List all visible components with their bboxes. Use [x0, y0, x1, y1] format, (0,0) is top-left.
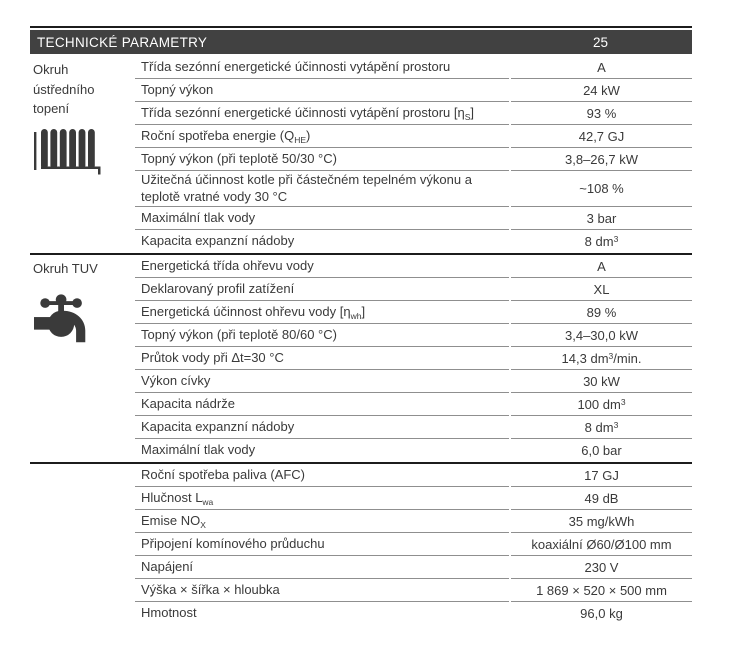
param-label: Energetická třída ohřevu vody	[135, 255, 509, 278]
table-row	[135, 278, 692, 301]
table-row	[135, 533, 692, 556]
param-value: 3 bar	[511, 207, 692, 230]
param-value: 96,0 kg	[580, 606, 623, 621]
param-value: 24 kW	[511, 79, 692, 102]
param-value: 30 kW	[511, 370, 692, 393]
table-row	[135, 602, 692, 625]
param-label: Maximální tlak vody	[135, 207, 509, 230]
param-label: Třída sezónní energetické účinnosti vytápění prostoru $[\eta_S]$	[135, 102, 509, 125]
table-row	[135, 324, 692, 347]
param-label: Kapacita expanzní nádoby	[135, 416, 509, 439]
param-label: Topný výkon	[135, 79, 509, 102]
table-row	[135, 510, 692, 533]
param-value: 42,7 GJ	[511, 125, 692, 148]
table-row	[135, 255, 692, 278]
param-value: 3,4–30,0 kW	[511, 324, 692, 347]
param-label: Kapacita expanzní nádoby	[141, 233, 295, 249]
param-label: Roční spotřeba energie $(Q_{HE})$	[135, 125, 509, 148]
table-row	[135, 230, 692, 253]
param-value: XL	[511, 278, 692, 301]
param-value: koaxiální Ø60/Ø100 mm	[511, 533, 692, 556]
table-row	[135, 171, 692, 207]
param-label: Emise $NO_X$	[135, 510, 509, 533]
param-value: 35 mg/kWh	[511, 510, 692, 533]
param-value: ~108 %	[511, 171, 692, 207]
param-label: Napájení	[135, 556, 509, 579]
table-header-bar	[30, 30, 692, 54]
radiator-icon	[34, 129, 104, 175]
table-row	[135, 102, 692, 125]
param-label: Deklarovaný profil zatížení	[135, 278, 509, 301]
param-label: Připojení komínového průduchu	[135, 533, 509, 556]
param-label: Průtok vody při Δt=30 °C	[135, 347, 509, 370]
param-label: Roční spotřeba paliva (AFC)	[135, 464, 509, 487]
table-row	[135, 464, 692, 487]
param-value: 100 $dm^3$	[511, 393, 692, 416]
table-row	[135, 125, 692, 148]
table-sections	[30, 56, 692, 625]
section-label-column	[30, 255, 135, 462]
param-label: Výkon cívky	[135, 370, 509, 393]
param-value: 230 V	[511, 556, 692, 579]
param-value: A	[511, 255, 692, 278]
section	[30, 56, 692, 255]
table-row	[135, 79, 692, 102]
table-row	[135, 579, 692, 602]
table-row	[135, 439, 692, 462]
param-value: 1 869 × 520 × 500 mm	[511, 579, 692, 602]
param-label: Výška × šířka × hloubka	[135, 579, 509, 602]
section-rows	[135, 255, 692, 462]
section-rows	[135, 464, 692, 625]
param-value: 93 %	[511, 102, 692, 125]
section-label: Okruh ústředního topení	[33, 62, 95, 116]
param-label: Hmotnost	[141, 605, 197, 621]
param-label: Kapacita nádrže	[135, 393, 509, 416]
section	[30, 255, 692, 464]
param-label: Topný výkon (při teplotě 50/30 °C)	[135, 148, 509, 171]
param-value: 6,0 bar	[581, 443, 622, 458]
section-label: Okruh TUV	[33, 261, 98, 276]
table-row	[135, 487, 692, 510]
param-value: 3,8–26,7 kW	[511, 148, 692, 171]
technical-parameters-table	[30, 26, 692, 625]
param-label: Maximální tlak vody	[141, 442, 256, 458]
table-row	[135, 556, 692, 579]
param-value: 89 %	[511, 301, 692, 324]
table-row	[135, 347, 692, 370]
table-row	[135, 393, 692, 416]
faucet-icon	[34, 293, 94, 345]
param-value: 17 GJ	[511, 464, 692, 487]
table-title: TECHNICKÉ PARAMETRY	[37, 34, 208, 50]
param-label: Třída sezónní energetické účinnosti vytápění prostoru	[135, 56, 509, 79]
param-value: 49 dB	[511, 487, 692, 510]
table-row	[135, 370, 692, 393]
section-label-column	[30, 56, 135, 253]
section-rows	[135, 56, 692, 253]
param-value: A	[511, 56, 692, 79]
param-value: 14,3 $dm^3/\min$.	[511, 347, 692, 370]
table-row	[135, 56, 692, 79]
section	[30, 464, 692, 625]
table-row	[135, 301, 692, 324]
top-rule	[30, 26, 692, 28]
param-label: Topný výkon (při teplotě 80/60 °C)	[135, 324, 509, 347]
param-label: Užitečná účinnost kotle při částečném tepelném výkonu a teplotě vratné vody 30 °C	[135, 171, 509, 207]
table-row	[135, 416, 692, 439]
page-number: 25	[592, 34, 609, 50]
param-value: 8 $dm^3$	[584, 234, 619, 249]
section-label-column	[30, 464, 135, 625]
table-row	[135, 148, 692, 171]
param-label: Energetická účinnost ohřevu vody $[\eta_{wh}]$	[135, 301, 509, 324]
table-row	[135, 207, 692, 230]
param-label: Hlučnost $L_{wa}$	[135, 487, 509, 510]
param-value: 8 $dm^3$	[511, 416, 692, 439]
